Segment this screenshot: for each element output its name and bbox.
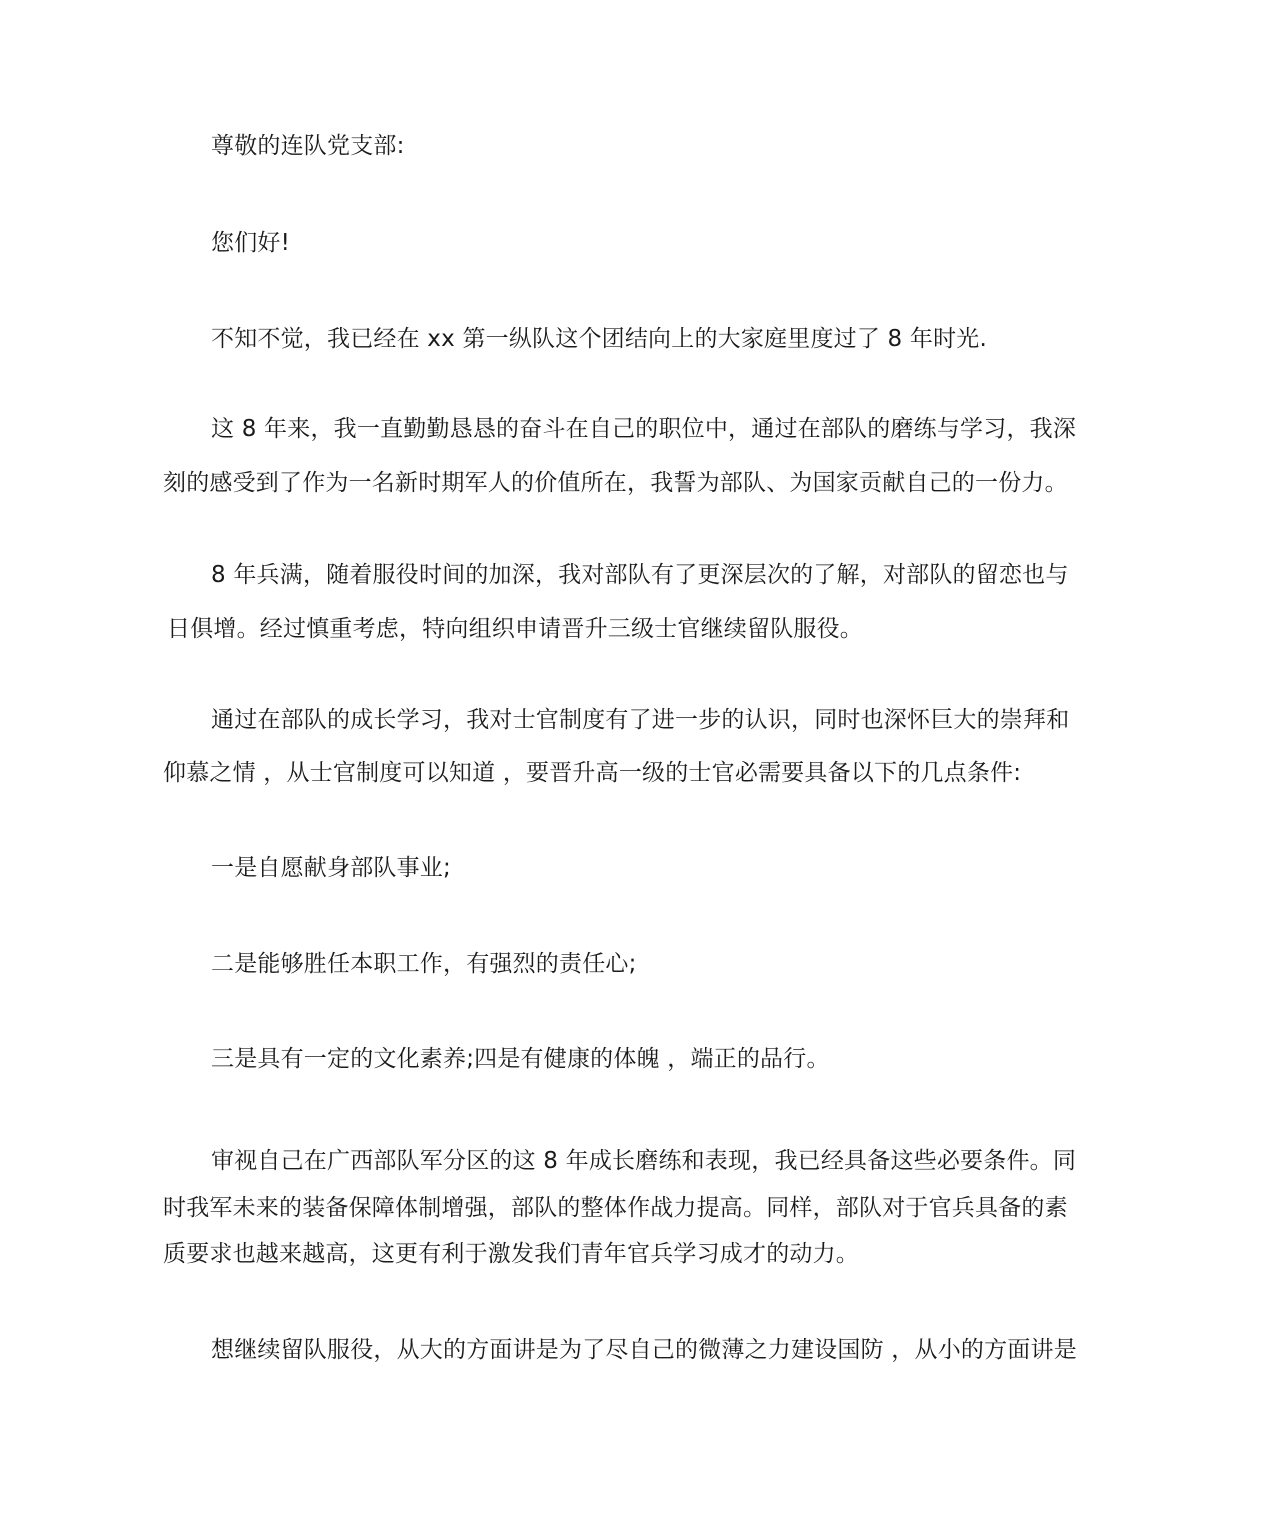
paragraph-4-line-2: 仰慕之情 ，从士官制度可以知道 ，要晋升高一级的士官必需要具备以下的几点条件: [163,760,1022,786]
salutation: 尊敬的连队党支部: [211,133,405,159]
paragraph-5-line-2: 时我军未来的装备保障体制增强，部队的整体作战力提高。同样，部队对于官兵具备的素 [163,1195,1068,1221]
list-item-1: 一是自愿献身部队事业; [211,855,451,881]
list-item-3: 三是具有一定的文化素养;四是有健康的体魄 ，端正的品行。 [211,1046,830,1072]
paragraph-5-line-1: 审视自己在广西部队军分区的这 8 年成长磨练和表现，我已经具备这些必要条件。同 [211,1148,1077,1174]
greeting: 您们好! [211,230,291,256]
paragraph-3-line-1: 8 年兵满，随着服役时间的加深，我对部队有了更深层次的了解，对部队的留恋也与 [211,562,1069,588]
list-item-2: 二是能够胜任本职工作，有强烈的责任心; [211,951,637,977]
paragraph-5-line-3: 质要求也越来越高，这更有利于激发我们青年官兵学习成才的动力。 [163,1241,859,1267]
paragraph-2-line-2: 刻的感受到了作为一名新时期军人的价值所在，我誓为部队、为国家贡献自己的一份力。 [163,470,1068,496]
paragraph-6-line-1: 想继续留队服役，从大的方面讲是为了尽自己的微薄之力建设国防 ，从小的方面讲是 [211,1337,1077,1363]
paragraph-3-line-2: 日俱增。经过慎重考虑，特向组织申请晋升三级士官继续留队服役。 [167,616,863,642]
paragraph-1: 不知不觉，我已经在 xx 第一纵队这个团结向上的大家庭里度过了 8 年时光. [211,326,988,352]
paragraph-4-line-1: 通过在部队的成长学习，我对士官制度有了进一步的认识，同时也深怀巨大的崇拜和 [211,707,1070,733]
paragraph-2-line-1: 这 8 年来，我一直勤勤恳恳的奋斗在自己的职位中，通过在部队的磨练与学习，我深 [211,416,1077,442]
